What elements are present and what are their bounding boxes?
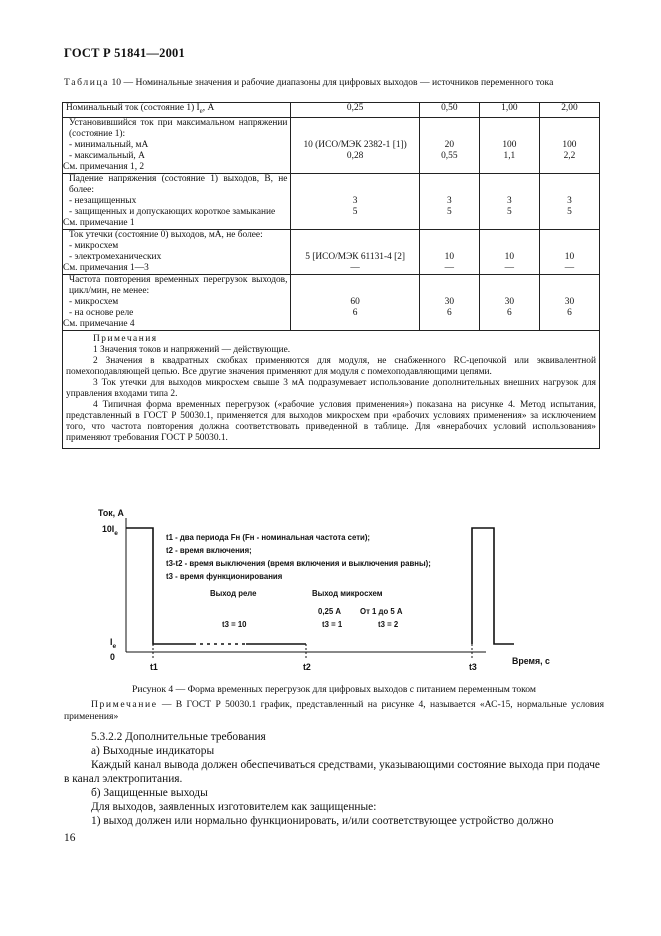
value-cell: 30 6: [539, 274, 599, 330]
value-cell: 60 6: [291, 274, 419, 330]
col-header: 0,25: [291, 103, 419, 118]
table-notes: [63, 330, 600, 448]
section-heading: 5.3.2.2 Дополнительные требования: [91, 731, 266, 743]
relay-title: Выход реле: [210, 589, 257, 598]
value-cell: 10 —: [479, 229, 539, 274]
y-label-zero: 0: [110, 652, 115, 662]
table-header-row: [63, 103, 600, 118]
value-cell: 100 1,1: [479, 117, 539, 173]
table-notes-row: [63, 330, 600, 448]
col-header: 1,00: [479, 103, 539, 118]
row-label-cell: Частота повторения временных перегрузок выходов, цикл/мин, не менее: - микросхем - на основе реле См. примечание 4: [63, 274, 291, 330]
figure-caption: Рисунок 4 — Форма временных перегрузок для цифровых выходов с питанием переменным током: [132, 684, 536, 695]
value-cell: 10 —: [419, 229, 479, 274]
overload-waveform-figure: [96, 508, 572, 678]
micro-sub-2: От 1 до 5 А: [360, 607, 403, 616]
legend-line: t1 - два периода Fн (Fн - номинальная частота сети);: [166, 533, 371, 542]
relay-value: t3 = 10: [222, 620, 247, 629]
col-header: 0,50: [419, 103, 479, 118]
micro-value-2: t3 = 2: [378, 620, 399, 629]
table-row: [63, 173, 600, 229]
note-item: 1 Значения токов и напряжений — действующие.: [93, 344, 291, 355]
y-label-top: $10I_e$: [102, 524, 118, 537]
table-caption-label: Таблица: [64, 77, 110, 88]
legend-line: t3-t2 - время выключения (время включения и выключения равны);: [166, 559, 431, 568]
value-cell: 3 5: [419, 173, 479, 229]
body-paragraph: 1) выход должен или нормально функционировать, и/или соответствующее устройство должно: [91, 815, 554, 827]
col-header: 2,00: [539, 103, 599, 118]
value-cell: 3 5: [479, 173, 539, 229]
value-cell: 20 0,55: [419, 117, 479, 173]
legend-line: t2 - время включения;: [166, 546, 252, 555]
table-row: [63, 117, 600, 173]
value-cell: 5 [ИСО/МЭК 61131-4 [2] —: [291, 229, 419, 274]
micro-value-1: t3 = 1: [322, 620, 343, 629]
x-tick-t3: t3: [469, 662, 477, 672]
y-label-ie: $I_e$: [110, 637, 117, 650]
table-header-label: Номинальный ток (состояние 1) $I_e$, А: [63, 103, 291, 118]
value-cell: 30 6: [419, 274, 479, 330]
value-cell: 3 5: [291, 173, 419, 229]
figure-note: [64, 699, 604, 723]
figure-note-label: Примечание: [91, 699, 158, 710]
x-tick-t1: t1: [150, 662, 158, 672]
waveform-pulse-2: [472, 528, 514, 644]
row-label-cell: Падение напряжения (состояние 1) выходов, В, не более: - незащищенных - защищенных и допускающих короткое замыкание См. примечание 1: [63, 173, 291, 229]
notes-title: Примечания: [93, 333, 158, 344]
micro-title: Выход микросхем: [312, 589, 383, 598]
page-header: ГОСТ Р 51841—2001: [64, 46, 185, 60]
table-caption-text: 10 — Номинальные значения и рабочие диапазоны для цифровых выходов — источников переменного тока: [111, 77, 554, 88]
value-cell: 10 —: [539, 229, 599, 274]
value-cell: 3 5: [539, 173, 599, 229]
value-cell: 30 6: [479, 274, 539, 330]
value-cell: 100 2,2: [539, 117, 599, 173]
figure-note-text: — В ГОСТ Р 50030.1 график, представленный на рисунке 4, называется «АС-15, нормальные условия применения»: [64, 699, 604, 722]
body-paragraph: а) Выходные индикаторы: [91, 745, 215, 757]
table-row: [63, 274, 600, 330]
page-number: 16: [64, 832, 76, 844]
x-tick-t2: t2: [303, 662, 311, 672]
row-label-cell: Установившийся ток при максимальном напряжении (состояние 1): - минимальный, мА - максимальный, А См. примечания 1, 2: [63, 117, 291, 173]
x-axis-title: Время, с: [512, 656, 550, 666]
note-item: 4 Типичная форма временных перегрузок («рабочие условия применения») показана на рисунке 4. Метод испытания, представленный в ГОСТ Р 50030.1, применяется для выходов микросхем при «рабочих условиях применения» за исключением того, что частота повторения должна соответствовать приведенной в таблице. Для «внерабочих условий использования» применяют требования ГОСТ Р 50030.1.: [66, 399, 596, 443]
note-item: 2 Значения в квадратных скобках применяются для модуля, не снабженного RC-цепочкой или эквивалентной помехоподавляющей цепью. Все другие значения применяют для модуля с помехоподавляющими цепями.: [66, 355, 596, 377]
y-axis-title: Ток, А: [98, 508, 124, 518]
micro-sub-1: 0,25 А: [318, 607, 341, 616]
legend-line: t3 - время функционирования: [166, 572, 283, 581]
body-paragraph: Каждый канал вывода должен обеспечиваться средствами, указывающими состояние выхода при подаче в канал электропитания.: [64, 759, 600, 785]
body-paragraph: б) Защищенные выходы: [91, 787, 208, 799]
body-paragraph: Для выходов, заявленных изготовителем как защищенные:: [91, 801, 377, 813]
row-label-cell: Ток утечки (состояние 0) выходов, мА, не более: - микросхем - электромеханических См. примечания 1—3: [63, 229, 291, 274]
table-caption: [64, 77, 604, 89]
table-10: [62, 102, 600, 449]
table-row: [63, 229, 600, 274]
note-item: 3 Ток утечки для выходов микросхем свыше 3 мА подразумевает использование дополнительных внешних нагрузок для управления входами типа 2.: [66, 377, 596, 399]
value-cell: 10 (ИСО/МЭК 2382-1 [1]) 0,28: [291, 117, 419, 173]
